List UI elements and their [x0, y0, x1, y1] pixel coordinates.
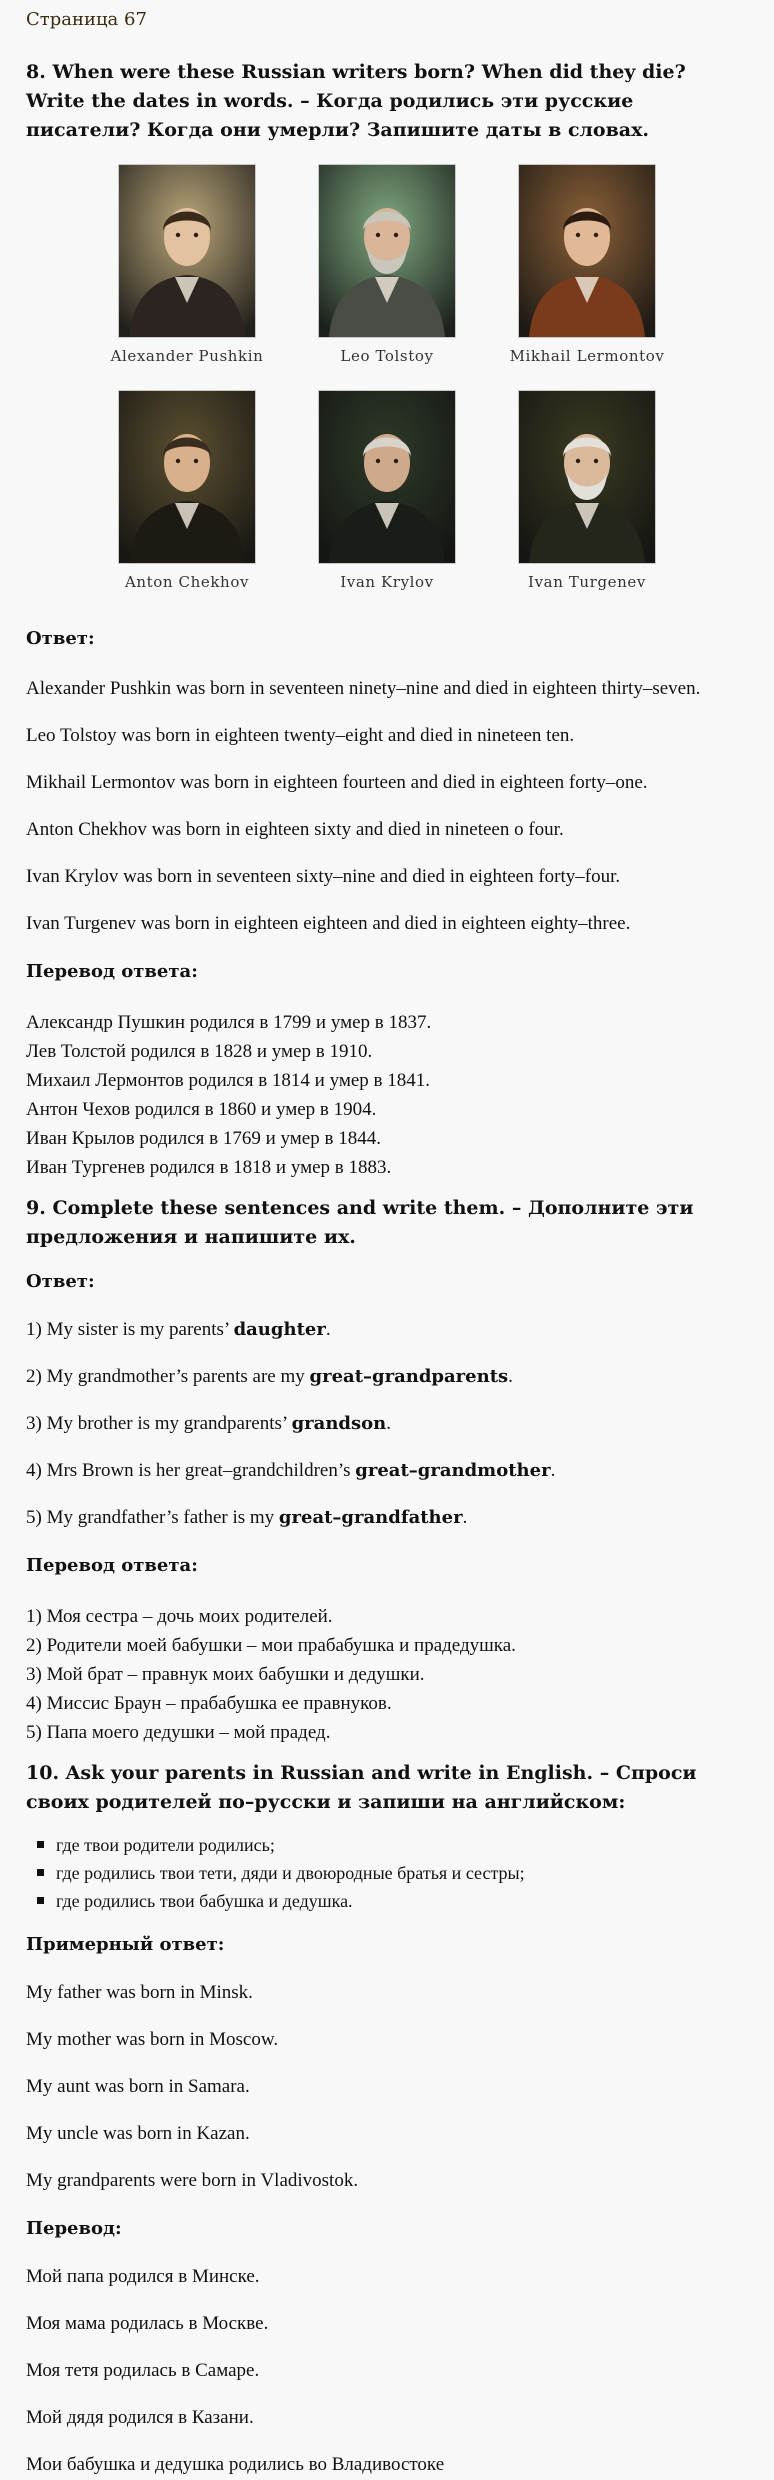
- portrait-photo: [519, 165, 655, 337]
- bullet-text: где родились твои бабушка и дедушка.: [56, 1891, 353, 1911]
- bullet-text: где родились твои тети, дяди и двоюродные братья и сестры;: [56, 1863, 525, 1883]
- sentence-text: 1) My sister is my parents’: [26, 1319, 234, 1340]
- task-8-translation-heading: Перевод ответа:: [26, 961, 198, 982]
- bullet-icon: [37, 1897, 44, 1904]
- bullet-item: [56, 1831, 748, 1859]
- translation-line: Антон Чехов родился в 1860 и умер в 1904.: [26, 1099, 377, 1120]
- portrait-card: [287, 391, 487, 591]
- portrait-caption: Anton Chekhov: [124, 573, 250, 591]
- task-8-answers: [26, 677, 748, 936]
- translation-line: Моя мама родилась в Москве.: [26, 2313, 269, 2334]
- sentence-answer: great–grandfather: [278, 1507, 463, 1528]
- portrait-caption: Ivan Krylov: [340, 573, 434, 591]
- sentence-text: 2) My grandmother’s parents are my: [26, 1366, 310, 1387]
- bullet-icon: [37, 1841, 44, 1848]
- bullet-icon: [37, 1869, 44, 1876]
- task-8-answer: Ivan Krylov was born in seventeen sixty–nine and died in eighteen forty–four.: [26, 866, 621, 887]
- sentence-end: .: [386, 1413, 391, 1434]
- bullet-item: [56, 1887, 748, 1915]
- portrait-card: [87, 165, 287, 365]
- portrait-photo: [319, 391, 455, 563]
- task-9-sentence: [26, 1318, 748, 1342]
- task-10-answer: My uncle was born in Kazan.: [26, 2123, 250, 2144]
- task-8-answer: Leo Tolstoy was born in eighteen twenty–eight and died in nineteen ten.: [26, 725, 575, 746]
- task-9-sentences: [26, 1318, 748, 1530]
- portrait-card: [87, 391, 287, 591]
- task-9-translation: [26, 1602, 748, 1747]
- task-10-translation: [26, 2265, 748, 2477]
- sentence-answer: daughter: [233, 1319, 326, 1340]
- task-9-answer-heading: Ответ:: [26, 1271, 95, 1292]
- portrait-photo: [119, 165, 255, 337]
- task-8-title: 8. When were these Russian writers born? When did they die? Write the dates in words. – Когда родились эти русские писатели? Когда они умерли? Запишите даты в словах.: [26, 61, 686, 141]
- sentence-text: 4) Mrs Brown is her great–grandchildren’s: [26, 1460, 356, 1481]
- sentence-end: .: [462, 1507, 468, 1528]
- portrait-card: [487, 391, 687, 591]
- task-9-sentence: [26, 1459, 748, 1483]
- translation-line: 4) Миссис Браун – прабабушка ее правнуков.: [26, 1693, 392, 1714]
- task-9-sentence: [26, 1365, 748, 1389]
- task-9-sentence: [26, 1506, 748, 1530]
- translation-line: Александр Пушкин родился в 1799 и умер в 1837.: [26, 1012, 432, 1033]
- task-10-answer: My father was born in Minsk.: [26, 1982, 253, 2003]
- page-number: Страница 67: [26, 9, 147, 30]
- sentence-answer: great–grandparents: [309, 1366, 509, 1387]
- portrait-photo: [119, 391, 255, 563]
- sentence-end: .: [325, 1319, 331, 1340]
- portrait-caption: Alexander Pushkin: [110, 347, 264, 365]
- translation-line: 2) Родители моей бабушки – мои прабабушка и прадедушка.: [26, 1635, 516, 1656]
- sentence-end: .: [508, 1366, 513, 1387]
- task-8-translation: [26, 1008, 748, 1182]
- portrait-card: [287, 165, 487, 365]
- task-8-answer: Ivan Turgenev was born in eighteen eighteen and died in eighteen eighty–three.: [26, 913, 631, 934]
- translation-line: Иван Крылов родился в 1769 и умер в 1844.: [26, 1128, 381, 1149]
- translation-line: Мой дядя родился в Казани.: [26, 2407, 254, 2428]
- task-10-answer: My mother was born in Moscow.: [26, 2029, 279, 2050]
- translation-line: Моя тетя родилась в Самаре.: [26, 2360, 260, 2381]
- translation-line: Мои бабушка и дедушка родились во Владивостоке: [26, 2454, 445, 2475]
- portrait-photo: [519, 391, 655, 563]
- task-10-answers: [26, 1981, 748, 2193]
- sentence-answer: great–grandmother: [355, 1460, 551, 1481]
- task-10-answer-heading: Примерный ответ:: [26, 1934, 225, 1955]
- portrait-caption: Mikhail Lermontov: [509, 347, 665, 365]
- portrait-caption: Ivan Turgenev: [528, 573, 646, 591]
- portrait-photo: [319, 165, 455, 337]
- task-9-title: 9. Complete these sentences and write them. – Дополните эти предложения и напишите их.: [26, 1197, 694, 1248]
- portrait-grid: [26, 165, 748, 591]
- task-8-answer-heading: Ответ:: [26, 628, 95, 649]
- translation-line: Иван Тургенев родился в 1818 и умер в 1883.: [26, 1157, 392, 1178]
- translation-line: 3) Мой брат – правнук моих бабушки и дедушки.: [26, 1664, 425, 1685]
- translation-line: Лев Толстой родился в 1828 и умер в 1910.: [26, 1041, 373, 1062]
- task-8-answer: Mikhail Lermontov was born in eighteen fourteen and died in eighteen forty–one.: [26, 772, 648, 793]
- bullet-text: где твои родители родились;: [56, 1835, 275, 1855]
- task-10-answer: My grandparents were born in Vladivostok.: [26, 2170, 359, 2191]
- task-10-answer: My aunt was born in Samara.: [26, 2076, 250, 2097]
- task-8-answer: Alexander Pushkin was born in seventeen ninety–nine and died in eighteen thirty–seven.: [26, 678, 701, 699]
- translation-line: Мой папа родился в Минске.: [26, 2266, 260, 2287]
- task-10-translation-heading: Перевод:: [26, 2218, 122, 2239]
- bullet-item: [56, 1859, 748, 1887]
- portrait-caption: Leo Tolstoy: [340, 347, 434, 365]
- task-8-answer: Anton Chekhov was born in eighteen sixty and died in nineteen o four.: [26, 819, 564, 840]
- task-9-sentence: [26, 1412, 748, 1436]
- sentence-end: .: [550, 1460, 556, 1481]
- task-10-bullets: [26, 1831, 748, 1915]
- translation-line: 1) Моя сестра – дочь моих родителей.: [26, 1606, 333, 1627]
- portrait-card: [487, 165, 687, 365]
- translation-line: 5) Папа моего дедушки – мой прадед.: [26, 1722, 331, 1743]
- translation-line: Михаил Лермонтов родился в 1814 и умер в 1841.: [26, 1070, 431, 1091]
- sentence-text: 3) My brother is my grandparents’: [26, 1413, 292, 1434]
- sentence-text: 5) My grandfather’s father is my: [26, 1507, 279, 1528]
- task-9-translation-heading: Перевод ответа:: [26, 1555, 198, 1576]
- task-10-title: 10. Ask your parents in Russian and write in English. – Спроси своих родителей по–русски и запиши на английском:: [26, 1762, 697, 1813]
- sentence-answer: grandson: [291, 1413, 387, 1434]
